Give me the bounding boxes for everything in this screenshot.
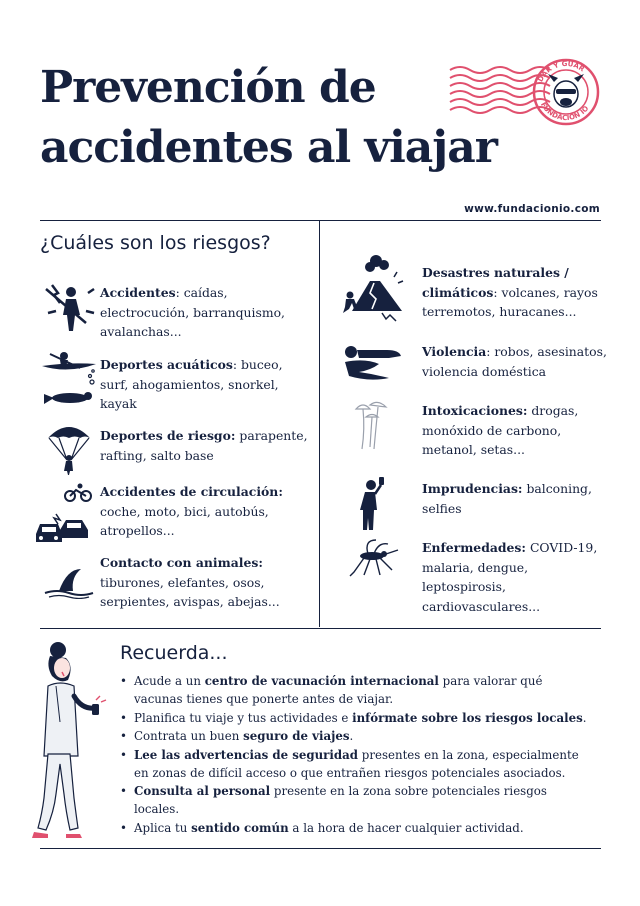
list-item: • Contrata un buen seguro de viajes. bbox=[118, 727, 588, 745]
remember-heading: Recuerda... bbox=[120, 642, 228, 664]
volcano-icon bbox=[336, 253, 408, 325]
list-item: • Consulta al personal presente en la zona sobre potenciales riesgos locales. bbox=[118, 782, 588, 818]
middle-divider bbox=[40, 628, 601, 629]
top-divider bbox=[40, 220, 601, 221]
person-icon bbox=[26, 640, 110, 848]
title-line-1: Prevención de bbox=[40, 62, 376, 113]
stamp-logo-icon bbox=[448, 56, 606, 128]
bottom-divider bbox=[40, 848, 601, 849]
car-crash-icon bbox=[34, 482, 96, 548]
risks-heading: ¿Cuáles son los riesgos? bbox=[40, 232, 271, 254]
violence-icon bbox=[339, 340, 405, 382]
title-line-2: accidentes al viajar bbox=[40, 122, 497, 173]
tips-list bbox=[118, 672, 588, 837]
stamp-text-bottom: FUNDACIÓN IO bbox=[538, 100, 591, 123]
risk-animals: Contacto con animales: tiburones, elefantes, osos, serpientes, avispas, abejas... bbox=[38, 553, 308, 612]
risk-diseases: Enfermedades: COVID-19, malaria, dengue, leptospirosis, cardiovasculares... bbox=[332, 538, 607, 616]
risk-natural-disasters: Desastres naturales / climáticos: volcanes, rayos terremotos, huracanes... bbox=[332, 253, 607, 325]
risk-recklessness: Imprudencias: balconing, selfies bbox=[332, 477, 607, 533]
shark-fin-icon bbox=[41, 567, 97, 599]
list-item: • Aplica tu sentido común a la hora de hacer cualquier actividad. bbox=[118, 819, 588, 837]
website-link[interactable]: www.fundacionio.com bbox=[464, 203, 600, 215]
risk-violence: Violencia: robos, asesinatos, violencia doméstica bbox=[332, 340, 607, 382]
list-item: • Acude a un centro de vacunación internacional para valorar qué vacunas tienes que ponerte antes de viajar. bbox=[118, 672, 588, 708]
risk-water-sports: Deportes acuáticos: buceo, surf, ahogamientos, snorkel, kayak bbox=[38, 350, 308, 414]
list-item: • Lee las advertencias de seguridad presentes en la zona, especialmente en zonas de difícil acceso o que entrañen riesgos potenciales asociados. bbox=[118, 746, 588, 782]
column-divider bbox=[319, 221, 320, 627]
kayak-diver-icon bbox=[40, 350, 98, 412]
stamp-text-top: DAR Y GUAR bbox=[536, 59, 586, 84]
mosquito-icon bbox=[344, 538, 400, 580]
selfie-icon bbox=[355, 477, 389, 533]
risk-accidents: Accidentes: caídas, electrocución, barranquismo, avalanchas... bbox=[38, 283, 308, 342]
woman-with-phone-illustration bbox=[26, 640, 110, 848]
postmark-stamp bbox=[448, 56, 606, 128]
page-title bbox=[40, 58, 497, 178]
risk-extreme-sports: Deportes de riesgo: parapente, rafting, salto base bbox=[38, 420, 308, 476]
electrocution-icon bbox=[42, 283, 96, 333]
paraglider-icon bbox=[46, 420, 92, 476]
list-item: • Planifica tu viaje y tus actividades e infórmate sobre los riesgos locales. bbox=[118, 709, 588, 727]
risk-traffic: Accidentes de circulación: coche, moto, bici, autobús, atropellos... bbox=[30, 482, 310, 548]
risk-intoxication: Intoxicaciones: drogas, monóxido de carbono, metanol, setas... bbox=[332, 401, 607, 460]
mushroom-icon bbox=[352, 401, 392, 453]
